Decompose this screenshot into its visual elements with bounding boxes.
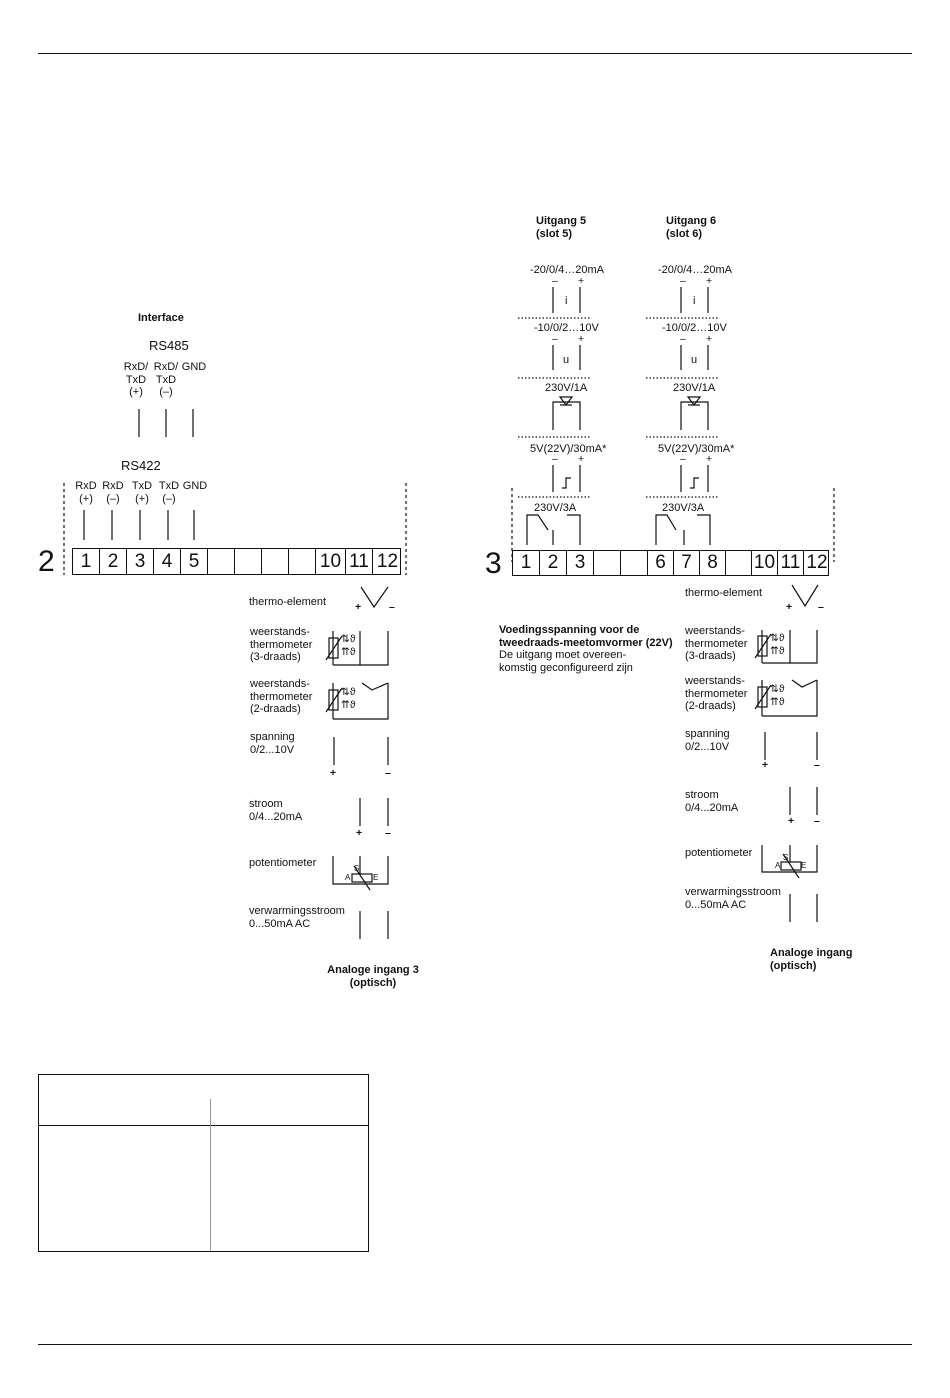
- input-label-heating-current: verwarmingsstroom 0...50mA AC: [685, 886, 781, 911]
- plus-sign: +: [762, 759, 769, 771]
- output-5-range-triac: 230V/1A: [545, 382, 588, 394]
- input-label-voltage: spanning 0/2...10V: [685, 728, 730, 753]
- plus-sign: +: [786, 601, 793, 613]
- input-label-current: stroom 0/4...20mA: [685, 789, 739, 814]
- rtd-symbol-text: ⇈ϑ: [341, 699, 356, 711]
- terminal: 1: [73, 549, 100, 574]
- minus-sign: –: [680, 333, 686, 345]
- input-label-potentiometer: potentiometer: [685, 847, 753, 859]
- terminal: 2: [540, 551, 567, 575]
- minus-sign: –: [385, 827, 391, 839]
- output-5-range-voltage: -10/0/2…10V: [534, 322, 599, 334]
- minus-sign: –: [389, 601, 395, 613]
- terminal: 12: [376, 550, 399, 572]
- input-label-rtd-2wire: weerstands- thermometer (2-draads): [685, 675, 748, 713]
- rs485-title: RS485: [149, 338, 189, 353]
- input-label-rtd-2wire: weerstands- thermometer (2-draads): [250, 678, 313, 716]
- minus-sign: –: [552, 275, 558, 287]
- plus-sign: +: [356, 827, 363, 839]
- minus-sign: –: [814, 759, 820, 771]
- pot-label-a: A: [775, 861, 781, 870]
- pot-label-s: S: [783, 853, 789, 862]
- plus-sign: +: [578, 275, 585, 287]
- input-label-thermo-element: thermo-element: [685, 587, 763, 599]
- rs485-signal-1: RxD/ TxD (+): [123, 361, 149, 399]
- rtd-symbol-text: ⇈ϑ: [770, 696, 785, 708]
- minus-sign: –: [385, 767, 391, 779]
- minus-sign: –: [818, 601, 824, 613]
- rs422-title: RS422: [121, 458, 161, 473]
- interface-title: Interface: [138, 312, 184, 324]
- rtd-symbol-text: ⇈ϑ: [770, 645, 785, 657]
- rs422-signal-5: GND: [182, 480, 208, 492]
- output-5-range-current: -20/0/4…20mA: [530, 264, 604, 276]
- rtd-symbol-text: ⇈ϑ: [341, 646, 356, 658]
- rs422-signal-2: RxD (–): [102, 480, 124, 505]
- minus-sign: –: [680, 275, 686, 287]
- input-label-current: stroom 0/4...20mA: [249, 798, 303, 823]
- output-5-title: Uitgang 5 (slot 5): [536, 215, 587, 240]
- output-5-range-relay: 230V/3A: [534, 502, 577, 514]
- pot-label-e: E: [801, 861, 807, 870]
- minus-sign: –: [552, 333, 558, 345]
- terminal: 3: [127, 549, 154, 574]
- rtd-symbol-text: ⇅ϑ: [770, 632, 785, 644]
- output-6-range-triac: 230V/1A: [673, 382, 716, 394]
- plus-sign: +: [788, 815, 795, 827]
- input-label-rtd-3wire: weerstands- thermometer (3-draads): [685, 625, 748, 663]
- minus-sign: –: [680, 453, 686, 465]
- terminal: 10: [316, 549, 346, 574]
- output-6-symbol-i: i: [693, 295, 696, 307]
- output-6-range-voltage: -10/0/2…10V: [662, 322, 727, 334]
- output-5-symbol-i: i: [565, 295, 568, 307]
- input-label-thermo-element: thermo-element: [249, 596, 327, 608]
- terminal: 11: [778, 551, 804, 575]
- empty-table: [38, 1074, 369, 1252]
- output-5-symbol-u: u: [563, 354, 570, 366]
- plus-sign: +: [578, 453, 585, 465]
- rs485-signal-2: RxD/ TxD (–): [153, 361, 179, 399]
- input-label-potentiometer: potentiometer: [249, 857, 317, 869]
- rs422-signal-3: TxD (+): [131, 480, 153, 505]
- plus-sign: +: [578, 333, 585, 345]
- analog-input-title-left: Analoge ingang 3 (optisch): [327, 964, 419, 989]
- analog-input-title-right: Analoge ingang (optisch): [770, 947, 853, 972]
- plus-sign: +: [355, 601, 362, 613]
- output-6-range-relay: 230V/3A: [662, 502, 705, 514]
- input-label-voltage: spanning 0/2...10V: [250, 731, 295, 756]
- figure-number-2: 2: [38, 545, 55, 578]
- figure-number-3: 3: [485, 547, 502, 580]
- terminal: 6: [648, 551, 674, 575]
- supply-note: Voedingsspanning voor de tweedraads-meetomvormer (22V) De uitgang moet overeen- komstig geconfigureerd zijn: [499, 624, 673, 674]
- output-6-title: Uitgang 6 (slot 6): [666, 215, 717, 240]
- table-header-divider: [39, 1125, 368, 1126]
- terminal: 7: [674, 551, 700, 575]
- rtd-symbol-text: ⇅ϑ: [770, 683, 785, 695]
- terminal: 5: [181, 549, 208, 574]
- plus-sign: +: [330, 767, 337, 779]
- rs422-signal-4: TxD (–): [158, 480, 180, 505]
- output-6-range-logic: 5V(22V)/30mA*: [658, 443, 735, 455]
- terminal: 3: [567, 551, 594, 575]
- plus-sign: +: [706, 453, 713, 465]
- terminal: 4: [154, 549, 181, 574]
- input-label-heating-current: verwarmingsstroom 0...50mA AC: [249, 905, 345, 930]
- table-column-divider: [210, 1099, 211, 1251]
- minus-sign: –: [814, 815, 820, 827]
- rtd-symbol-text: ⇅ϑ: [341, 633, 356, 645]
- output-6-range-current: -20/0/4…20mA: [658, 264, 732, 276]
- output-6-symbol-u: u: [691, 354, 698, 366]
- terminal: 2: [100, 549, 127, 574]
- pot-label-a: A: [345, 873, 351, 882]
- terminal: 12: [806, 552, 828, 573]
- pot-label-e: E: [373, 873, 379, 882]
- output-5-range-logic: 5V(22V)/30mA*: [530, 443, 607, 455]
- plus-sign: +: [706, 333, 713, 345]
- rs422-signal-1: RxD (+): [75, 480, 97, 505]
- terminal: 11: [346, 549, 373, 574]
- rtd-symbol-text: ⇅ϑ: [341, 686, 356, 698]
- input-label-rtd-3wire: weerstands- thermometer (3-draads): [250, 626, 313, 664]
- minus-sign: –: [552, 453, 558, 465]
- terminal: 10: [752, 551, 778, 575]
- terminal: 8: [700, 551, 726, 575]
- rs485-signal-3: GND: [181, 361, 207, 373]
- terminal: 1: [513, 551, 540, 575]
- plus-sign: +: [706, 275, 713, 287]
- pot-label-s: S: [354, 864, 360, 873]
